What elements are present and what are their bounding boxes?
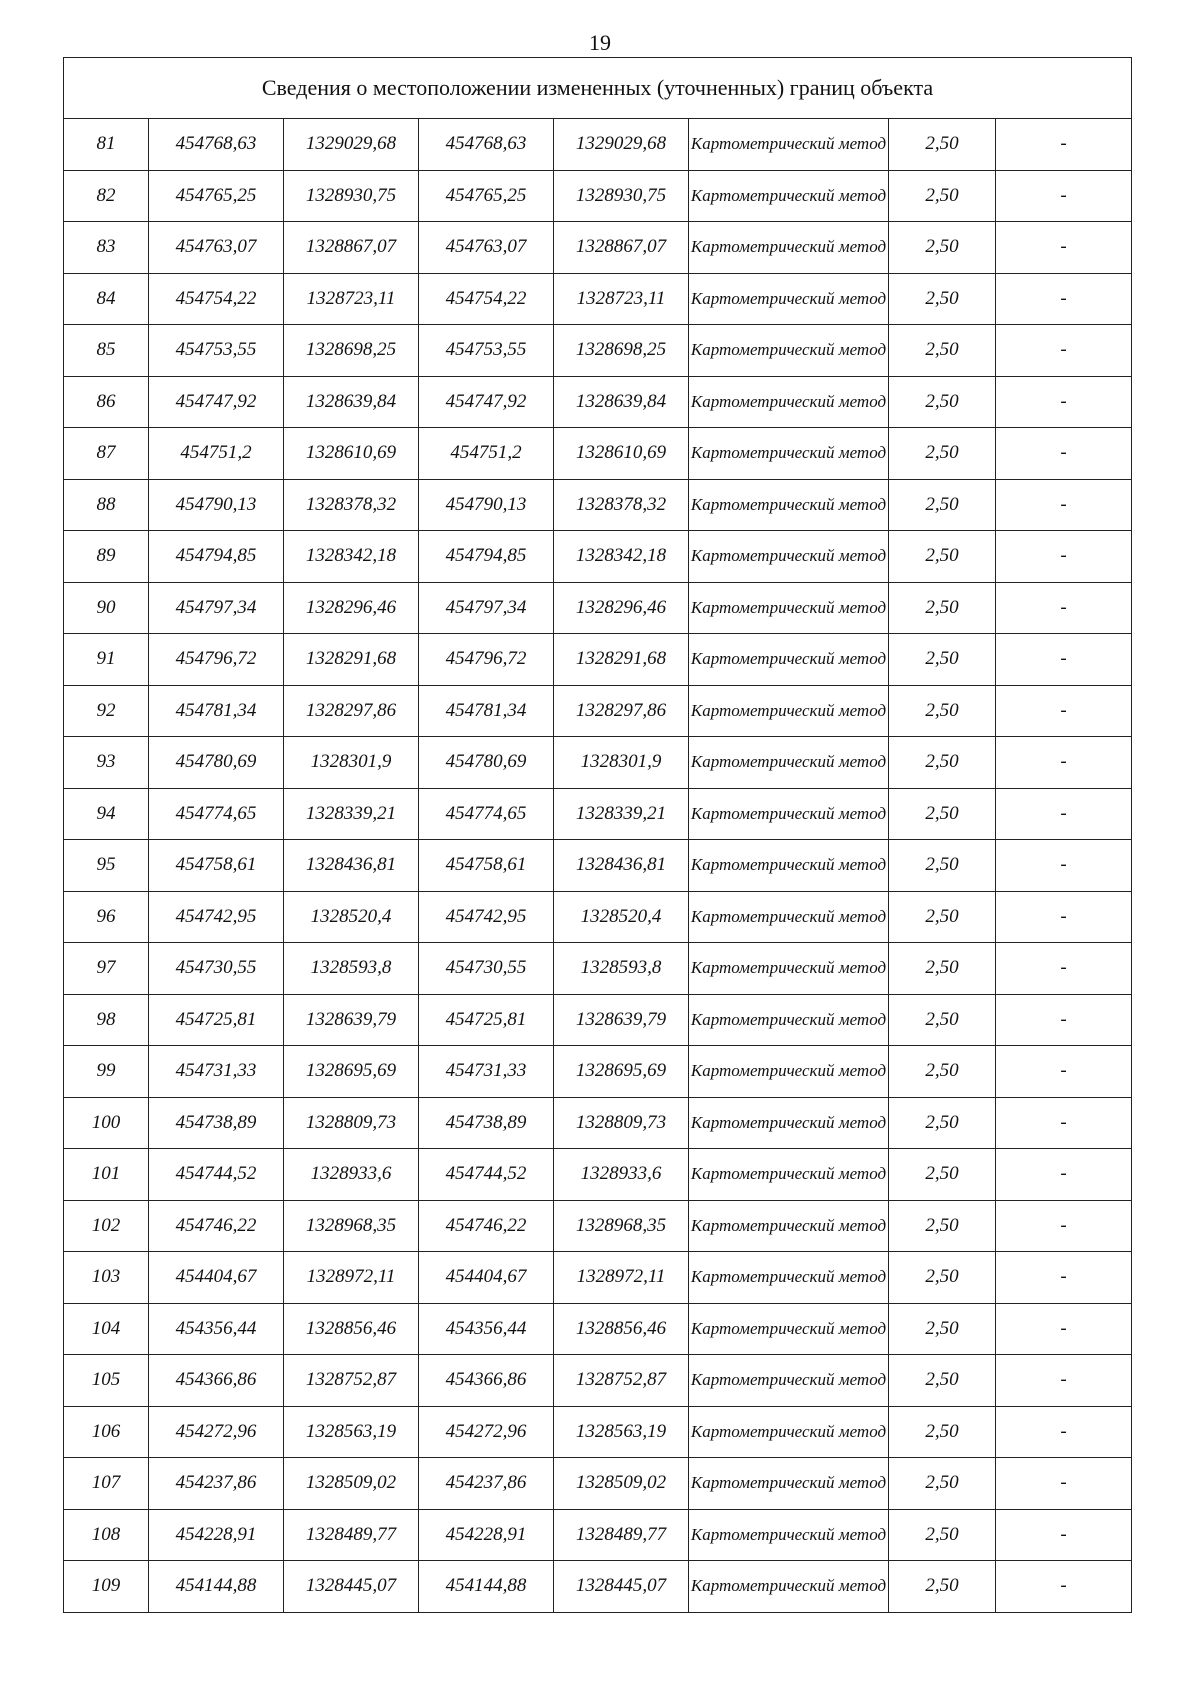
refined-x-cell: 454228,91 <box>419 1509 554 1561</box>
existing-x-cell: 454794,85 <box>149 531 284 583</box>
table-row <box>64 1561 1132 1613</box>
note-cell: - <box>996 582 1132 634</box>
refined-x-cell: 454758,61 <box>419 840 554 892</box>
existing-x-cell: 454744,52 <box>149 1149 284 1201</box>
note-cell: - <box>996 376 1132 428</box>
point-number-cell: 105 <box>64 1355 149 1407</box>
method-cell: Картометрический метод <box>689 170 889 222</box>
existing-y-cell: 1329029,68 <box>284 119 419 171</box>
accuracy-cell: 2,50 <box>889 582 996 634</box>
table-row <box>64 531 1132 583</box>
method-cell: Картометрический метод <box>689 531 889 583</box>
page-number: 19 <box>589 30 611 55</box>
existing-y-cell: 1328301,9 <box>284 737 419 789</box>
existing-x-cell: 454742,95 <box>149 891 284 943</box>
point-number-cell: 106 <box>64 1406 149 1458</box>
table-body <box>64 119 1132 1613</box>
refined-y-cell: 1328809,73 <box>554 1097 689 1149</box>
refined-x-cell: 454747,92 <box>419 376 554 428</box>
method-cell: Картометрический метод <box>689 1509 889 1561</box>
refined-y-cell: 1328972,11 <box>554 1252 689 1304</box>
table-title-row <box>64 58 1132 119</box>
method-cell: Картометрический метод <box>689 1149 889 1201</box>
existing-y-cell: 1328445,07 <box>284 1561 419 1613</box>
method-cell: Картометрический метод <box>689 685 889 737</box>
method-cell: Картометрический метод <box>689 634 889 686</box>
note-cell: - <box>996 1561 1132 1613</box>
point-number-cell: 93 <box>64 737 149 789</box>
accuracy-cell: 2,50 <box>889 170 996 222</box>
refined-y-cell: 1328301,9 <box>554 737 689 789</box>
method-cell: Картометрический метод <box>689 428 889 480</box>
existing-x-cell: 454765,25 <box>149 170 284 222</box>
method-cell: Картометрический метод <box>689 376 889 428</box>
existing-y-cell: 1328296,46 <box>284 582 419 634</box>
accuracy-cell: 2,50 <box>889 1561 996 1613</box>
existing-y-cell: 1328563,19 <box>284 1406 419 1458</box>
refined-y-cell: 1328436,81 <box>554 840 689 892</box>
accuracy-cell: 2,50 <box>889 119 996 171</box>
existing-x-cell: 454758,61 <box>149 840 284 892</box>
point-number-cell: 107 <box>64 1458 149 1510</box>
refined-y-cell: 1328695,69 <box>554 1046 689 1098</box>
accuracy-cell: 2,50 <box>889 1200 996 1252</box>
point-number-cell: 97 <box>64 943 149 995</box>
note-cell: - <box>996 1509 1132 1561</box>
note-cell: - <box>996 891 1132 943</box>
refined-y-cell: 1328339,21 <box>554 788 689 840</box>
note-cell: - <box>996 222 1132 274</box>
accuracy-cell: 2,50 <box>889 1406 996 1458</box>
refined-y-cell: 1328563,19 <box>554 1406 689 1458</box>
refined-y-cell: 1328968,35 <box>554 1200 689 1252</box>
point-number-cell: 81 <box>64 119 149 171</box>
accuracy-cell: 2,50 <box>889 325 996 377</box>
note-cell: - <box>996 119 1132 171</box>
existing-y-cell: 1328378,32 <box>284 479 419 531</box>
refined-y-cell: 1328509,02 <box>554 1458 689 1510</box>
table-row <box>64 737 1132 789</box>
existing-x-cell: 454797,34 <box>149 582 284 634</box>
table-row <box>64 1355 1132 1407</box>
table-row <box>64 1303 1132 1355</box>
existing-x-cell: 454366,86 <box>149 1355 284 1407</box>
note-cell: - <box>996 1097 1132 1149</box>
refined-x-cell: 454751,2 <box>419 428 554 480</box>
existing-y-cell: 1328509,02 <box>284 1458 419 1510</box>
existing-x-cell: 454780,69 <box>149 737 284 789</box>
note-cell: - <box>996 479 1132 531</box>
existing-x-cell: 454237,86 <box>149 1458 284 1510</box>
existing-x-cell: 454731,33 <box>149 1046 284 1098</box>
existing-y-cell: 1328856,46 <box>284 1303 419 1355</box>
accuracy-cell: 2,50 <box>889 943 996 995</box>
existing-x-cell: 454404,67 <box>149 1252 284 1304</box>
table-row <box>64 840 1132 892</box>
existing-x-cell: 454774,65 <box>149 788 284 840</box>
table-row <box>64 376 1132 428</box>
table-row <box>64 1406 1132 1458</box>
note-cell: - <box>996 531 1132 583</box>
table-row <box>64 1046 1132 1098</box>
existing-x-cell: 454751,2 <box>149 428 284 480</box>
existing-x-cell: 454790,13 <box>149 479 284 531</box>
table-row <box>64 634 1132 686</box>
accuracy-cell: 2,50 <box>889 273 996 325</box>
table-row <box>64 273 1132 325</box>
note-cell: - <box>996 1303 1132 1355</box>
refined-x-cell: 454725,81 <box>419 994 554 1046</box>
existing-x-cell: 454356,44 <box>149 1303 284 1355</box>
existing-x-cell: 454725,81 <box>149 994 284 1046</box>
refined-y-cell: 1328723,11 <box>554 273 689 325</box>
point-number-cell: 102 <box>64 1200 149 1252</box>
note-cell: - <box>996 1406 1132 1458</box>
existing-x-cell: 454796,72 <box>149 634 284 686</box>
existing-y-cell: 1328342,18 <box>284 531 419 583</box>
refined-x-cell: 454753,55 <box>419 325 554 377</box>
accuracy-cell: 2,50 <box>889 222 996 274</box>
accuracy-cell: 2,50 <box>889 891 996 943</box>
table-row <box>64 994 1132 1046</box>
point-number-cell: 99 <box>64 1046 149 1098</box>
point-number-cell: 85 <box>64 325 149 377</box>
existing-y-cell: 1328291,68 <box>284 634 419 686</box>
point-number-cell: 84 <box>64 273 149 325</box>
method-cell: Картометрический метод <box>689 1097 889 1149</box>
existing-y-cell: 1328930,75 <box>284 170 419 222</box>
existing-x-cell: 454763,07 <box>149 222 284 274</box>
refined-y-cell: 1328610,69 <box>554 428 689 480</box>
existing-x-cell: 454738,89 <box>149 1097 284 1149</box>
accuracy-cell: 2,50 <box>889 1252 996 1304</box>
method-cell: Картометрический метод <box>689 325 889 377</box>
method-cell: Картометрический метод <box>689 582 889 634</box>
refined-y-cell: 1328698,25 <box>554 325 689 377</box>
refined-x-cell: 454744,52 <box>419 1149 554 1201</box>
table-row <box>64 479 1132 531</box>
existing-x-cell: 454781,34 <box>149 685 284 737</box>
point-number-cell: 92 <box>64 685 149 737</box>
point-number-cell: 95 <box>64 840 149 892</box>
refined-x-cell: 454763,07 <box>419 222 554 274</box>
note-cell: - <box>996 1355 1132 1407</box>
refined-y-cell: 1328867,07 <box>554 222 689 274</box>
accuracy-cell: 2,50 <box>889 1149 996 1201</box>
accuracy-cell: 2,50 <box>889 685 996 737</box>
existing-x-cell: 454753,55 <box>149 325 284 377</box>
method-cell: Картометрический метод <box>689 479 889 531</box>
existing-y-cell: 1328520,4 <box>284 891 419 943</box>
table-row <box>64 582 1132 634</box>
table-row <box>64 1509 1132 1561</box>
refined-y-cell: 1329029,68 <box>554 119 689 171</box>
existing-y-cell: 1328972,11 <box>284 1252 419 1304</box>
accuracy-cell: 2,50 <box>889 1355 996 1407</box>
refined-y-cell: 1328856,46 <box>554 1303 689 1355</box>
point-number-cell: 89 <box>64 531 149 583</box>
refined-y-cell: 1328639,79 <box>554 994 689 1046</box>
refined-x-cell: 454780,69 <box>419 737 554 789</box>
table-row <box>64 1458 1132 1510</box>
refined-x-cell: 454790,13 <box>419 479 554 531</box>
refined-x-cell: 454738,89 <box>419 1097 554 1149</box>
table-row <box>64 1149 1132 1201</box>
existing-x-cell: 454272,96 <box>149 1406 284 1458</box>
boundary-coordinates-table <box>63 57 1132 1613</box>
refined-x-cell: 454774,65 <box>419 788 554 840</box>
existing-y-cell: 1328593,8 <box>284 943 419 995</box>
table-row <box>64 1252 1132 1304</box>
refined-x-cell: 454404,67 <box>419 1252 554 1304</box>
note-cell: - <box>996 1046 1132 1098</box>
refined-y-cell: 1328378,32 <box>554 479 689 531</box>
existing-y-cell: 1328489,77 <box>284 1509 419 1561</box>
point-number-cell: 91 <box>64 634 149 686</box>
note-cell: - <box>996 170 1132 222</box>
method-cell: Картометрический метод <box>689 1355 889 1407</box>
table-row <box>64 119 1132 171</box>
refined-y-cell: 1328933,6 <box>554 1149 689 1201</box>
refined-y-cell: 1328930,75 <box>554 170 689 222</box>
method-cell: Картометрический метод <box>689 943 889 995</box>
method-cell: Картометрический метод <box>689 1458 889 1510</box>
table-row <box>64 325 1132 377</box>
accuracy-cell: 2,50 <box>889 994 996 1046</box>
table-row <box>64 1097 1132 1149</box>
note-cell: - <box>996 634 1132 686</box>
existing-y-cell: 1328436,81 <box>284 840 419 892</box>
refined-x-cell: 454781,34 <box>419 685 554 737</box>
table-row <box>64 788 1132 840</box>
existing-x-cell: 454144,88 <box>149 1561 284 1613</box>
point-number-cell: 90 <box>64 582 149 634</box>
existing-y-cell: 1328610,69 <box>284 428 419 480</box>
note-cell: - <box>996 737 1132 789</box>
method-cell: Картометрический метод <box>689 994 889 1046</box>
note-cell: - <box>996 1458 1132 1510</box>
existing-y-cell: 1328639,79 <box>284 994 419 1046</box>
refined-x-cell: 454768,63 <box>419 119 554 171</box>
accuracy-cell: 2,50 <box>889 428 996 480</box>
refined-x-cell: 454366,86 <box>419 1355 554 1407</box>
existing-x-cell: 454746,22 <box>149 1200 284 1252</box>
note-cell: - <box>996 273 1132 325</box>
existing-x-cell: 454730,55 <box>149 943 284 995</box>
note-cell: - <box>996 325 1132 377</box>
refined-x-cell: 454237,86 <box>419 1458 554 1510</box>
note-cell: - <box>996 994 1132 1046</box>
existing-y-cell: 1328933,6 <box>284 1149 419 1201</box>
refined-x-cell: 454272,96 <box>419 1406 554 1458</box>
method-cell: Картометрический метод <box>689 1046 889 1098</box>
refined-x-cell: 454797,34 <box>419 582 554 634</box>
table-row <box>64 428 1132 480</box>
accuracy-cell: 2,50 <box>889 479 996 531</box>
table-row <box>64 222 1132 274</box>
note-cell: - <box>996 1200 1132 1252</box>
refined-x-cell: 454754,22 <box>419 273 554 325</box>
note-cell: - <box>996 428 1132 480</box>
table-row <box>64 891 1132 943</box>
point-number-cell: 82 <box>64 170 149 222</box>
refined-x-cell: 454144,88 <box>419 1561 554 1613</box>
point-number-cell: 101 <box>64 1149 149 1201</box>
existing-x-cell: 454747,92 <box>149 376 284 428</box>
method-cell: Картометрический метод <box>689 1561 889 1613</box>
method-cell: Картометрический метод <box>689 222 889 274</box>
point-number-cell: 88 <box>64 479 149 531</box>
refined-y-cell: 1328639,84 <box>554 376 689 428</box>
accuracy-cell: 2,50 <box>889 737 996 789</box>
note-cell: - <box>996 943 1132 995</box>
accuracy-cell: 2,50 <box>889 1097 996 1149</box>
refined-y-cell: 1328296,46 <box>554 582 689 634</box>
existing-y-cell: 1328297,86 <box>284 685 419 737</box>
method-cell: Картометрический метод <box>689 737 889 789</box>
method-cell: Картометрический метод <box>689 1406 889 1458</box>
refined-x-cell: 454794,85 <box>419 531 554 583</box>
method-cell: Картометрический метод <box>689 891 889 943</box>
accuracy-cell: 2,50 <box>889 1046 996 1098</box>
point-number-cell: 83 <box>64 222 149 274</box>
refined-y-cell: 1328520,4 <box>554 891 689 943</box>
point-number-cell: 94 <box>64 788 149 840</box>
refined-y-cell: 1328489,77 <box>554 1509 689 1561</box>
method-cell: Картометрический метод <box>689 119 889 171</box>
point-number-cell: 98 <box>64 994 149 1046</box>
note-cell: - <box>996 1149 1132 1201</box>
note-cell: - <box>996 840 1132 892</box>
refined-y-cell: 1328342,18 <box>554 531 689 583</box>
point-number-cell: 103 <box>64 1252 149 1304</box>
method-cell: Картометрический метод <box>689 1303 889 1355</box>
point-number-cell: 87 <box>64 428 149 480</box>
refined-x-cell: 454796,72 <box>419 634 554 686</box>
note-cell: - <box>996 788 1132 840</box>
existing-y-cell: 1328968,35 <box>284 1200 419 1252</box>
refined-y-cell: 1328297,86 <box>554 685 689 737</box>
refined-y-cell: 1328445,07 <box>554 1561 689 1613</box>
table-row <box>64 170 1132 222</box>
existing-y-cell: 1328339,21 <box>284 788 419 840</box>
existing-y-cell: 1328723,11 <box>284 273 419 325</box>
existing-x-cell: 454754,22 <box>149 273 284 325</box>
existing-y-cell: 1328809,73 <box>284 1097 419 1149</box>
table-row <box>64 1200 1132 1252</box>
existing-x-cell: 454768,63 <box>149 119 284 171</box>
refined-x-cell: 454730,55 <box>419 943 554 995</box>
point-number-cell: 104 <box>64 1303 149 1355</box>
method-cell: Картометрический метод <box>689 273 889 325</box>
point-number-cell: 109 <box>64 1561 149 1613</box>
accuracy-cell: 2,50 <box>889 1303 996 1355</box>
refined-x-cell: 454746,22 <box>419 1200 554 1252</box>
note-cell: - <box>996 1252 1132 1304</box>
existing-x-cell: 454228,91 <box>149 1509 284 1561</box>
existing-y-cell: 1328639,84 <box>284 376 419 428</box>
point-number-cell: 100 <box>64 1097 149 1149</box>
accuracy-cell: 2,50 <box>889 840 996 892</box>
point-number-cell: 86 <box>64 376 149 428</box>
method-cell: Картометрический метод <box>689 1252 889 1304</box>
accuracy-cell: 2,50 <box>889 531 996 583</box>
accuracy-cell: 2,50 <box>889 376 996 428</box>
refined-x-cell: 454356,44 <box>419 1303 554 1355</box>
refined-y-cell: 1328291,68 <box>554 634 689 686</box>
point-number-cell: 96 <box>64 891 149 943</box>
method-cell: Картометрический метод <box>689 788 889 840</box>
existing-y-cell: 1328867,07 <box>284 222 419 274</box>
existing-y-cell: 1328695,69 <box>284 1046 419 1098</box>
refined-x-cell: 454731,33 <box>419 1046 554 1098</box>
refined-y-cell: 1328752,87 <box>554 1355 689 1407</box>
refined-x-cell: 454742,95 <box>419 891 554 943</box>
accuracy-cell: 2,50 <box>889 1509 996 1561</box>
method-cell: Картометрический метод <box>689 840 889 892</box>
table-title: Сведения о местоположении измененных (уточненных) границ объекта <box>64 58 1132 119</box>
point-number-cell: 108 <box>64 1509 149 1561</box>
accuracy-cell: 2,50 <box>889 1458 996 1510</box>
refined-x-cell: 454765,25 <box>419 170 554 222</box>
existing-y-cell: 1328752,87 <box>284 1355 419 1407</box>
note-cell: - <box>996 685 1132 737</box>
accuracy-cell: 2,50 <box>889 788 996 840</box>
refined-y-cell: 1328593,8 <box>554 943 689 995</box>
method-cell: Картометрический метод <box>689 1200 889 1252</box>
existing-y-cell: 1328698,25 <box>284 325 419 377</box>
table-row <box>64 943 1132 995</box>
accuracy-cell: 2,50 <box>889 634 996 686</box>
table-row <box>64 685 1132 737</box>
